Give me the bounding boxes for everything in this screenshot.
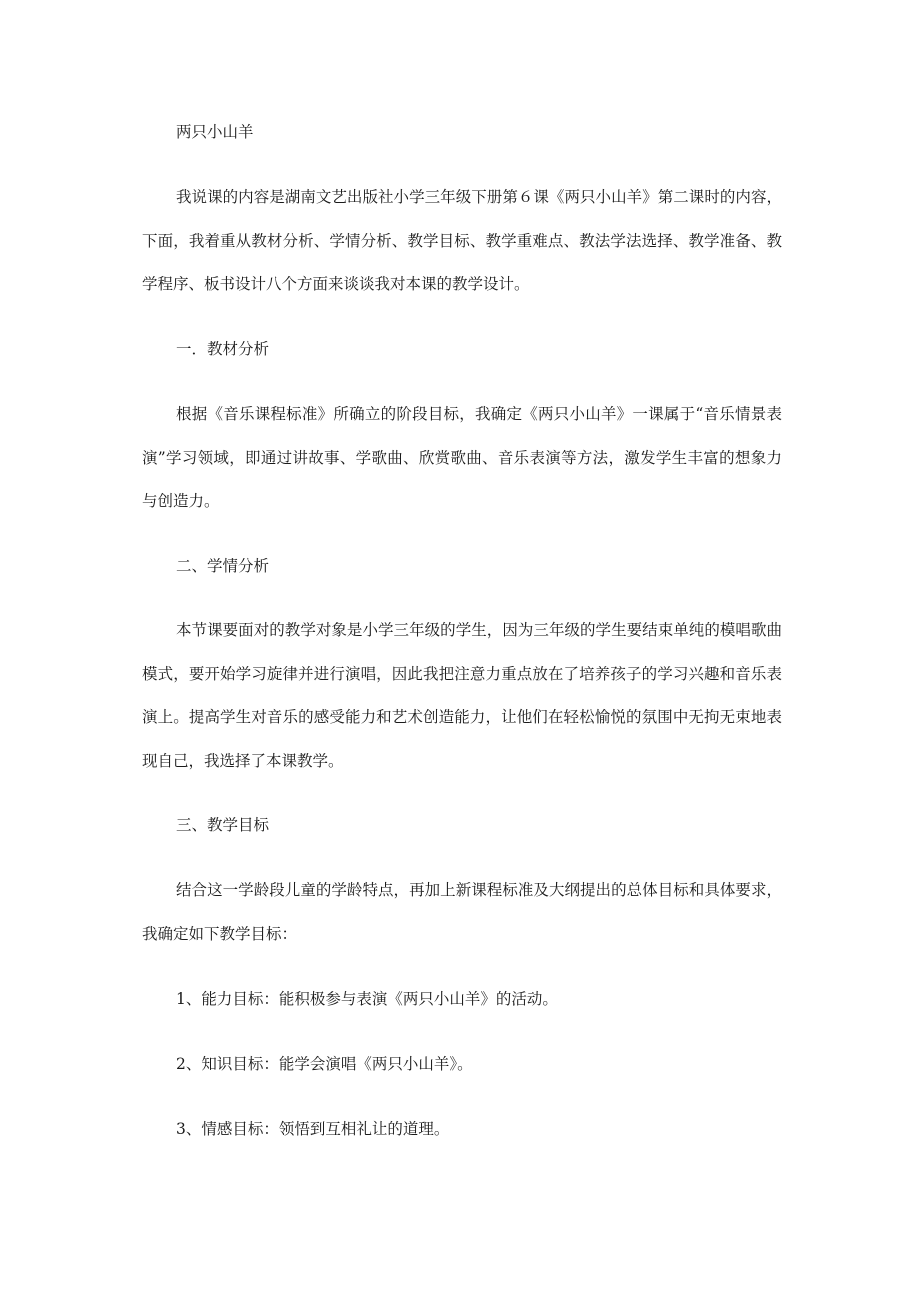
goal-item-knowledge: 2、知识目标：能学会演唱《两只小山羊》。 [176,1055,473,1073]
section-heading-textbook-analysis: 一．教材分析 [176,340,270,358]
teaching-goals-paragraph: 结合这一学龄段儿童的学龄特点，再加上新课程标准及大纲提出的总体目标和具体要求，我确定如下教学目标： [142,881,782,943]
section-heading-learner-analysis: 二、学情分析 [176,557,270,575]
textbook-analysis-paragraph: 根据《音乐课程标准》所确立的阶段目标，我确定《两只小山羊》一课属于“音乐情景表演”学习领域，即通过讲故事、学歌曲、欣赏歌曲、音乐表演等方法，激发学生丰富的想象力与创造力。 [142,405,782,510]
goal-item-emotion: 3、情感目标：领悟到互相礼让的道理。 [176,1120,450,1138]
goal-item-ability: 1、能力目标：能积极参与表演《两只小山羊》的活动。 [176,990,558,1008]
learner-analysis-paragraph: 本节课要面对的教学对象是小学三年级的学生，因为三年级的学生要结束单纯的模唱歌曲模式，要开始学习旋律并进行演唱，因此我把注意力重点放在了培养孩子的学习兴趣和音乐表演上。提高学生对音乐的感受能力和艺术创造能力，让他们在轻松愉悦的氛围中无拘无束地表现自己，我选择了本课教学。 [142,621,782,770]
section-heading-teaching-goals: 三、教学目标 [176,816,270,834]
intro-paragraph: 我说课的内容是湖南文艺出版社小学三年级下册第６课《两只小山羊》第二课时的内容，下面，我着重从教材分析、学情分析、教学目标、教学重难点、教法学法选择、教学准备、教学程序、板书设计八个方面来谈谈我对本课的教学设计。 [142,188,782,293]
document-title: 两只小山羊 [176,123,254,141]
